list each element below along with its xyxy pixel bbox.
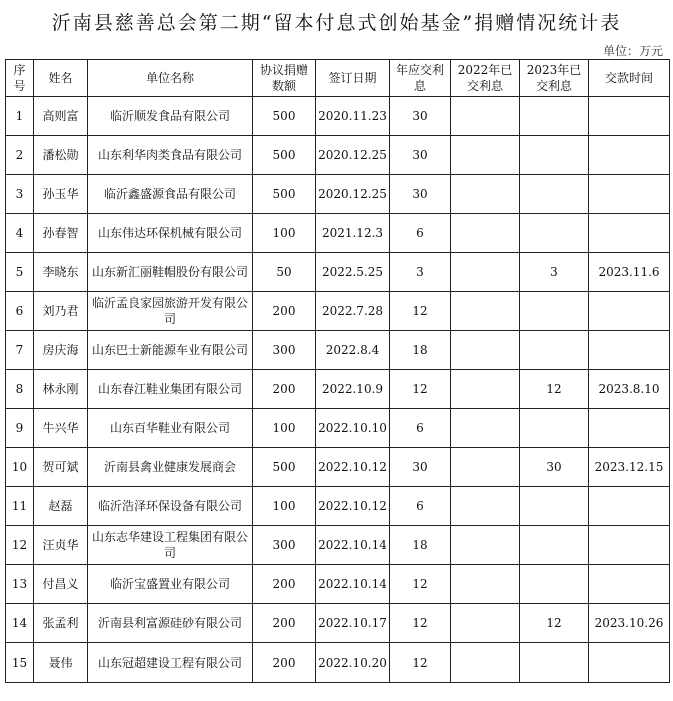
cell-paid2023: [520, 643, 589, 683]
cell-name: 潘松勋: [34, 136, 88, 175]
cell-date: 2020.12.25: [316, 175, 390, 214]
table-row: [6, 487, 670, 526]
cell-company: 山东伟达环保机械有限公司: [88, 214, 253, 253]
cell-name: 张孟利: [34, 604, 88, 643]
cell-paid2022: [451, 643, 520, 683]
cell-amount: 200: [253, 604, 316, 643]
cell-annual: 12: [390, 292, 451, 331]
cell-paid2023: [520, 292, 589, 331]
table-row: [6, 409, 670, 448]
cell-paytime: [589, 292, 670, 331]
cell-paid2023: [520, 214, 589, 253]
cell-name: 孙春智: [34, 214, 88, 253]
cell-company: 山东百华鞋业有限公司: [88, 409, 253, 448]
cell-date: 2020.12.25: [316, 136, 390, 175]
header-col-name: 姓名: [34, 60, 88, 97]
cell-paid2023: [520, 331, 589, 370]
cell-paytime: [589, 565, 670, 604]
cell-name: 汪贞华: [34, 526, 88, 565]
cell-no: 9: [6, 409, 34, 448]
cell-company: 山东巴士新能源车业有限公司: [88, 331, 253, 370]
cell-paid2022: [451, 175, 520, 214]
cell-no: 4: [6, 214, 34, 253]
cell-date: 2020.11.23: [316, 97, 390, 136]
cell-annual: 12: [390, 604, 451, 643]
table-row: [6, 292, 670, 331]
table-row: [6, 370, 670, 409]
cell-name: 贺可斌: [34, 448, 88, 487]
cell-company: 临沂鑫盛源食品有限公司: [88, 175, 253, 214]
cell-date: 2022.10.20: [316, 643, 390, 683]
header-col-date: 签订日期: [316, 60, 390, 97]
cell-name: 李晓东: [34, 253, 88, 292]
cell-paid2022: [451, 565, 520, 604]
cell-no: 3: [6, 175, 34, 214]
cell-paid2023: 3: [520, 253, 589, 292]
cell-annual: 30: [390, 175, 451, 214]
header-col-paid2022: 2022年已交利息: [451, 60, 520, 97]
header-col-amount: 协议捐赠数额: [253, 60, 316, 97]
cell-date: 2022.10.12: [316, 487, 390, 526]
cell-name: 赵磊: [34, 487, 88, 526]
cell-amount: 200: [253, 643, 316, 683]
cell-annual: 12: [390, 565, 451, 604]
cell-name: 牛兴华: [34, 409, 88, 448]
cell-paid2023: [520, 526, 589, 565]
cell-date: 2022.10.14: [316, 565, 390, 604]
cell-no: 12: [6, 526, 34, 565]
cell-paid2023: [520, 136, 589, 175]
cell-company: 临沂孟良家园旅游开发有限公司: [88, 292, 253, 331]
cell-annual: 6: [390, 409, 451, 448]
table-row: [6, 526, 670, 565]
cell-amount: 300: [253, 331, 316, 370]
header-col-annual: 年应交利息: [390, 60, 451, 97]
cell-name: 房庆海: [34, 331, 88, 370]
cell-amount: 200: [253, 292, 316, 331]
cell-annual: 12: [390, 643, 451, 683]
cell-amount: 50: [253, 253, 316, 292]
cell-paytime: [589, 526, 670, 565]
cell-no: 7: [6, 331, 34, 370]
cell-amount: 100: [253, 487, 316, 526]
table-header-row: [6, 60, 670, 97]
cell-name: 林永刚: [34, 370, 88, 409]
cell-paytime: [589, 97, 670, 136]
cell-name: 聂伟: [34, 643, 88, 683]
cell-date: 2022.5.25: [316, 253, 390, 292]
cell-no: 13: [6, 565, 34, 604]
cell-date: 2022.8.4: [316, 331, 390, 370]
header-col-company: 单位名称: [88, 60, 253, 97]
cell-paytime: [589, 175, 670, 214]
cell-date: 2021.12.3: [316, 214, 390, 253]
cell-annual: 18: [390, 331, 451, 370]
cell-company: 山东利华肉类食品有限公司: [88, 136, 253, 175]
cell-paytime: 2023.11.6: [589, 253, 670, 292]
cell-paytime: [589, 487, 670, 526]
cell-name: 高则富: [34, 97, 88, 136]
cell-paid2022: [451, 214, 520, 253]
cell-amount: 200: [253, 370, 316, 409]
cell-paid2023: [520, 97, 589, 136]
table-row: [6, 331, 670, 370]
cell-date: 2022.10.14: [316, 526, 390, 565]
cell-paid2023: [520, 175, 589, 214]
table-row: [6, 175, 670, 214]
cell-annual: 30: [390, 448, 451, 487]
table-row: [6, 136, 670, 175]
cell-company: 临沂顺发食品有限公司: [88, 97, 253, 136]
cell-paid2022: [451, 253, 520, 292]
cell-no: 11: [6, 487, 34, 526]
cell-paid2022: [451, 448, 520, 487]
cell-paid2023: 12: [520, 604, 589, 643]
cell-paid2023: [520, 487, 589, 526]
cell-name: 刘乃君: [34, 292, 88, 331]
cell-company: 沂南县禽业健康发展商会: [88, 448, 253, 487]
cell-paid2023: [520, 409, 589, 448]
header-col-paid2023: 2023年已交利息: [520, 60, 589, 97]
cell-paytime: 2023.12.15: [589, 448, 670, 487]
cell-paid2022: [451, 331, 520, 370]
cell-no: 2: [6, 136, 34, 175]
cell-company: 山东春江鞋业集团有限公司: [88, 370, 253, 409]
table-row: [6, 253, 670, 292]
donation-table: [5, 59, 670, 683]
cell-annual: 30: [390, 97, 451, 136]
unit-label: 单位：万元: [602, 44, 663, 58]
cell-date: 2022.10.12: [316, 448, 390, 487]
table-row: [6, 214, 670, 253]
cell-no: 15: [6, 643, 34, 683]
cell-annual: 12: [390, 370, 451, 409]
page-title: 沂南县慈善总会第二期“留本付息式创始基金”捐赠情况统计表: [51, 12, 622, 34]
cell-company: 山东志华建设工程集团有限公司: [88, 526, 253, 565]
cell-paid2022: [451, 409, 520, 448]
cell-paid2022: [451, 526, 520, 565]
cell-paytime: 2023.8.10: [589, 370, 670, 409]
cell-date: 2022.10.9: [316, 370, 390, 409]
cell-no: 1: [6, 97, 34, 136]
cell-company: 临沂浩泽环保设备有限公司: [88, 487, 253, 526]
cell-amount: 500: [253, 136, 316, 175]
cell-date: 2022.10.17: [316, 604, 390, 643]
cell-paid2022: [451, 487, 520, 526]
cell-date: 2022.7.28: [316, 292, 390, 331]
table-row: [6, 97, 670, 136]
table-row: [6, 565, 670, 604]
cell-paytime: [589, 643, 670, 683]
table-row: [6, 643, 670, 683]
cell-amount: 500: [253, 97, 316, 136]
cell-paid2023: 30: [520, 448, 589, 487]
cell-amount: 200: [253, 565, 316, 604]
table-row: [6, 448, 670, 487]
cell-no: 8: [6, 370, 34, 409]
header-col-no: 序号: [6, 60, 34, 97]
cell-paytime: 2023.10.26: [589, 604, 670, 643]
cell-no: 5: [6, 253, 34, 292]
cell-annual: 30: [390, 136, 451, 175]
cell-paid2023: [520, 565, 589, 604]
cell-paid2022: [451, 292, 520, 331]
cell-paid2022: [451, 97, 520, 136]
cell-amount: 100: [253, 409, 316, 448]
cell-paid2022: [451, 370, 520, 409]
cell-paid2022: [451, 604, 520, 643]
cell-paid2022: [451, 136, 520, 175]
cell-amount: 300: [253, 526, 316, 565]
cell-date: 2022.10.10: [316, 409, 390, 448]
cell-amount: 500: [253, 448, 316, 487]
cell-paytime: [589, 409, 670, 448]
cell-name: 付昌义: [34, 565, 88, 604]
cell-annual: 3: [390, 253, 451, 292]
table-row: [6, 604, 670, 643]
cell-no: 14: [6, 604, 34, 643]
cell-no: 10: [6, 448, 34, 487]
cell-no: 6: [6, 292, 34, 331]
cell-paytime: [589, 214, 670, 253]
cell-amount: 100: [253, 214, 316, 253]
cell-company: 山东冠超建设工程有限公司: [88, 643, 253, 683]
cell-paytime: [589, 331, 670, 370]
cell-company: 沂南县利富源硅砂有限公司: [88, 604, 253, 643]
cell-amount: 500: [253, 175, 316, 214]
cell-annual: 18: [390, 526, 451, 565]
cell-paid2023: 12: [520, 370, 589, 409]
header-col-paytime: 交款时间: [589, 60, 670, 97]
cell-annual: 6: [390, 487, 451, 526]
cell-name: 孙玉华: [34, 175, 88, 214]
cell-company: 临沂宝盛置业有限公司: [88, 565, 253, 604]
cell-annual: 6: [390, 214, 451, 253]
cell-paytime: [589, 136, 670, 175]
cell-company: 山东新汇丽鞋帽股份有限公司: [88, 253, 253, 292]
